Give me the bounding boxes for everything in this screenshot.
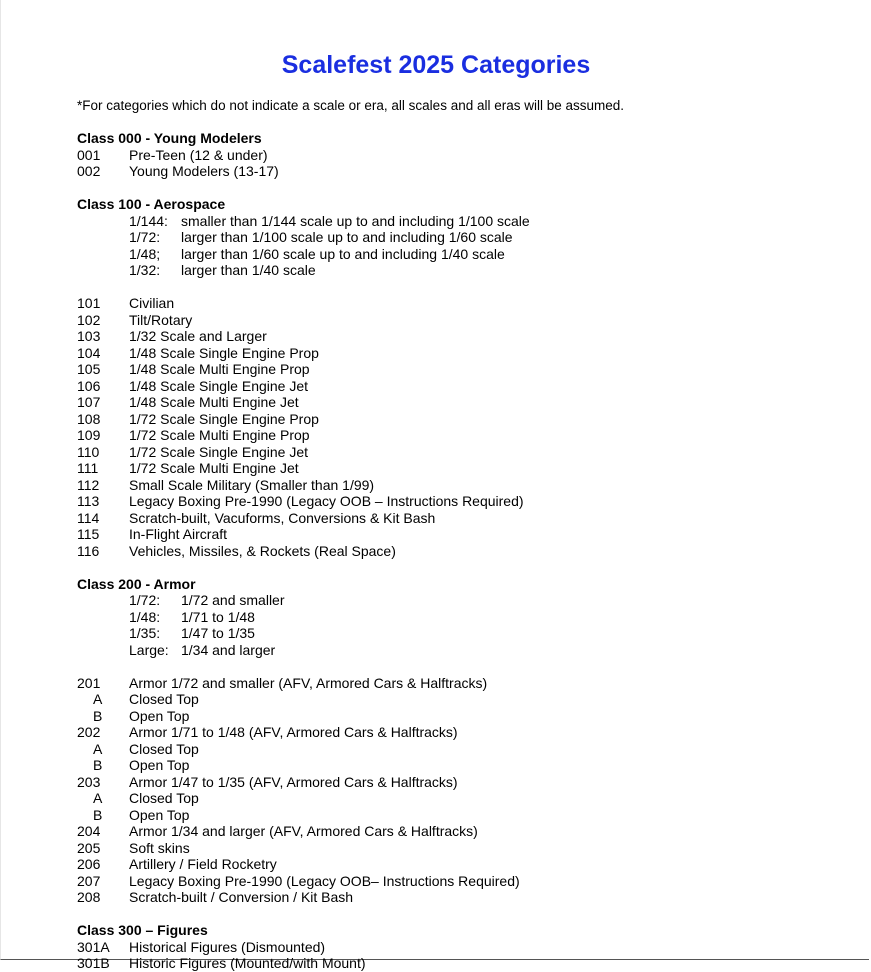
category-label: 1/48 Scale Single Engine Prop (129, 344, 319, 361)
spacer (77, 279, 857, 296)
category-label: Armor 1/47 to 1/35 (AFV, Armored Cars & Halftracks) (129, 773, 458, 790)
category-code: 203 (77, 773, 101, 790)
category-row (77, 345, 857, 362)
class-heading: Class 000 - Young Modelers (77, 130, 262, 146)
category-list (77, 130, 857, 972)
scale-definition (77, 625, 857, 642)
category-label: 1/72 Scale Single Engine Jet (129, 443, 309, 460)
category-row (77, 526, 857, 543)
subcategory-code: B (93, 806, 103, 823)
category-row (77, 147, 857, 164)
scale-key: 1/48; (129, 245, 161, 262)
spacer (77, 906, 857, 923)
scale-description: larger than 1/100 scale up to and including 1/60 scale (181, 229, 513, 245)
category-code: 109 (77, 427, 101, 443)
scale-key: 1/48: (129, 608, 161, 625)
category-row (77, 724, 857, 741)
category-code: 301A (77, 938, 110, 955)
category-label: Civilian (129, 295, 175, 311)
scale-description: larger than 1/40 scale (181, 262, 316, 278)
category-row (77, 774, 857, 791)
subcategory-code: A (93, 740, 103, 757)
category-code: 001 (77, 146, 101, 163)
subcategory-code: A (93, 790, 103, 806)
class-heading: Class 200 - Armor (77, 575, 196, 592)
category-row (77, 543, 857, 560)
page-title: Scalefest 2025 Categories (281, 51, 591, 79)
spacer (77, 180, 857, 197)
category-row (77, 691, 857, 708)
category-row (77, 856, 857, 873)
category-code: 201 (77, 674, 101, 691)
category-row (77, 361, 857, 378)
scale-definition (77, 213, 857, 230)
category-code: 115 (77, 526, 100, 542)
scale-description: 1/72 and smaller (181, 592, 285, 608)
category-code: 101 (77, 295, 101, 311)
category-row (77, 427, 857, 444)
category-row (77, 460, 857, 477)
scale-key: 1/32: (129, 262, 161, 278)
category-row (77, 955, 857, 972)
category-row (77, 790, 857, 807)
category-label: Closed Top (129, 790, 199, 806)
category-code: 206 (77, 856, 101, 872)
category-row (77, 708, 857, 725)
category-row (77, 510, 857, 527)
category-label: Armor 1/72 and smaller (AFV, Armored Cars & Halftracks) (129, 674, 488, 691)
category-code: 205 (77, 839, 101, 856)
category-label: Closed Top (129, 740, 199, 757)
category-code: 207 (77, 872, 101, 889)
class-section (77, 922, 857, 972)
category-label: Closed Top (129, 691, 199, 707)
category-code: 108 (77, 410, 101, 427)
category-label: Scratch-built, Vacuforms, Conversions & Kit Bash (129, 509, 436, 526)
category-code: 106 (77, 377, 101, 394)
category-row (77, 378, 857, 395)
category-row (77, 741, 857, 758)
category-row (77, 477, 857, 494)
category-code: 104 (77, 344, 101, 361)
category-row (77, 312, 857, 329)
category-code: 107 (77, 394, 101, 410)
class-section (77, 576, 857, 923)
scale-key: Large: (129, 641, 169, 658)
scale-definition (77, 592, 857, 609)
category-code: 113 (77, 493, 100, 509)
category-label: In-Flight Aircraft (129, 526, 228, 542)
category-row (77, 757, 857, 774)
category-code: 204 (77, 823, 101, 839)
category-code: 202 (77, 724, 101, 740)
category-label: Legacy Boxing Pre-1990 (Legacy OOB – Instructions Required) (129, 493, 524, 509)
scale-description: smaller than 1/144 scale up to and including 1/100 scale (181, 212, 530, 229)
scale-definition (77, 229, 857, 246)
category-row (77, 807, 857, 824)
category-label: Historic Figures (Mounted/with Mount) (129, 955, 366, 971)
category-code: 102 (77, 311, 101, 328)
category-code: 301B (77, 955, 110, 971)
category-code: 002 (77, 163, 101, 179)
category-label: Soft skins (129, 839, 190, 856)
class-heading: Class 300 – Figures (77, 922, 208, 938)
category-code: 110 (77, 443, 100, 460)
category-label: Open Top (129, 757, 190, 773)
category-row (77, 295, 857, 312)
category-code: 114 (77, 509, 100, 526)
scale-definition (77, 246, 857, 263)
category-label: Tilt/Rotary (129, 311, 193, 328)
spacer (77, 559, 857, 576)
category-label: Armor 1/34 and larger (AFV, Armored Cars & Halftracks) (129, 823, 478, 839)
subcategory-code: A (93, 691, 103, 707)
category-row (77, 840, 857, 857)
category-code: 208 (77, 889, 101, 905)
scale-key: 1/72: (129, 229, 161, 245)
category-label: Armor 1/71 to 1/48 (AFV, Armored Cars & Halftracks) (129, 724, 458, 740)
scale-key: 1/144: (129, 212, 168, 229)
category-code: 103 (77, 328, 101, 344)
category-label: Small Scale Military (Smaller than 1/99) (129, 476, 375, 493)
category-row (77, 823, 857, 840)
scale-description: 1/34 and larger (181, 641, 276, 658)
category-label: 1/72 Scale Multi Engine Jet (129, 460, 299, 476)
category-row (77, 411, 857, 428)
scale-era-note: *For categories which do not indicate a scale or era, all scales and all eras will be assumed. (77, 98, 625, 113)
category-code: 111 (77, 460, 99, 476)
scale-definition (77, 262, 857, 279)
category-row (77, 444, 857, 461)
scale-description: 1/47 to 1/35 (181, 625, 255, 641)
category-label: Artillery / Field Rocketry (129, 856, 277, 872)
category-label: Young Modelers (13-17) (129, 163, 279, 179)
category-row (77, 493, 857, 510)
category-label: 1/48 Scale Single Engine Jet (129, 377, 309, 394)
category-label: 1/48 Scale Multi Engine Prop (129, 361, 310, 377)
scale-definition (77, 642, 857, 659)
category-label: 1/32 Scale and Larger (129, 328, 267, 344)
category-label: 1/72 Scale Multi Engine Prop (129, 427, 310, 443)
category-label: 1/48 Scale Multi Engine Jet (129, 394, 299, 410)
category-row (77, 889, 857, 906)
category-code: 116 (77, 542, 100, 559)
scale-key: 1/72: (129, 592, 161, 608)
category-label: Open Top (129, 707, 190, 724)
category-label: Legacy Boxing Pre-1990 (Legacy OOB– Instructions Required) (129, 872, 520, 889)
class-heading: Class 100 - Aerospace (77, 196, 226, 212)
spacer (77, 658, 857, 675)
category-label: Vehicles, Missiles, & Rockets (Real Space) (129, 542, 396, 559)
scale-description: 1/71 to 1/48 (181, 608, 255, 625)
category-row (77, 873, 857, 890)
scale-description: larger than 1/60 scale up to and including 1/40 scale (181, 245, 505, 262)
category-row (77, 163, 857, 180)
subcategory-code: B (93, 757, 103, 773)
category-code: 112 (77, 476, 100, 493)
class-section (77, 130, 857, 196)
scale-key: 1/35: (129, 625, 161, 641)
category-label: Pre-Teen (12 & under) (129, 146, 268, 163)
category-row (77, 939, 857, 956)
category-row (77, 394, 857, 411)
class-section (77, 196, 857, 576)
category-label: Open Top (129, 806, 190, 823)
category-label: 1/72 Scale Single Engine Prop (129, 410, 319, 427)
category-row (77, 328, 857, 345)
category-label: Historical Figures (Dismounted) (129, 938, 326, 955)
category-code: 105 (77, 361, 101, 377)
scale-definition (77, 609, 857, 626)
subcategory-code: B (93, 707, 103, 724)
category-label: Scratch-built / Conversion / Kit Bash (129, 889, 354, 905)
category-row (77, 675, 857, 692)
